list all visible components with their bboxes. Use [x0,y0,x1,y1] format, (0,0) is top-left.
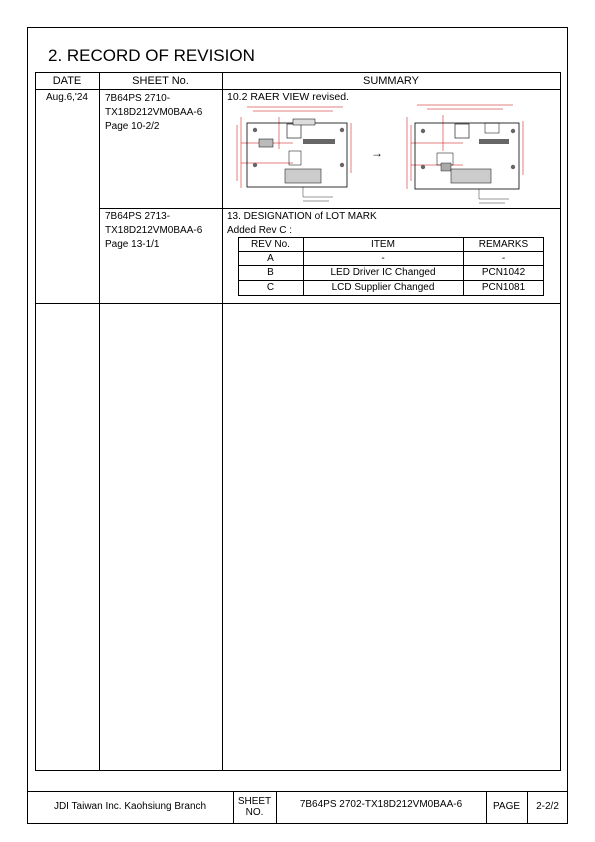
footer-page-no: 2-2/2 [536,801,559,812]
column-divider [222,72,223,770]
lot-table-row-line [238,280,544,281]
row2-summary-title: 13. DESIGNATION of LOT MARK [227,211,377,222]
lot-row-c-rev: C [266,282,275,293]
row2-sheet-line1: 7B64PS 2713- [105,211,171,222]
lot-header-rev: REV No. [251,239,290,250]
row2-sheet [105,210,202,252]
header-sheet-no: SHEET No. [132,75,189,87]
row1-sheet [105,92,202,134]
header-date: DATE [52,75,82,87]
footer-sheet-label-line1: SHEET [237,796,272,807]
row1-sheet-line3: Page 10-2/2 [105,121,160,132]
row2-sheet-line3: Page 13-1/1 [105,239,160,250]
row-divider [35,303,561,304]
footer-page-label: PAGE [492,801,521,812]
lot-table-row-line [238,251,544,252]
table-left-border [35,72,36,770]
lot-table-row-line [238,265,544,266]
row1-sheet-line2: TX18D212VM0BAA-6 [105,107,203,118]
row1-date: Aug.6,'24 [46,92,88,103]
rear-view-drawing-before [233,103,363,207]
table-bottom-border [35,770,561,771]
lot-row-b-rev: B [267,267,274,278]
page-title: 2. RECORD OF REVISION [48,46,255,65]
lot-row-c-remarks: PCN1081 [481,282,526,293]
row-divider [99,208,561,209]
column-divider [99,72,100,770]
revision-arrow: → [371,146,383,160]
row1-sheet-line1: 7B64PS 2710- [105,93,171,104]
row2-sheet-line2: TX18D212VM0BAA-6 [105,225,203,236]
footer-sheet-label [233,796,276,818]
lot-header-item: ITEM [371,239,395,250]
row1-summary-title: 10.2 RAER VIEW revised. [227,91,349,103]
footer-sheet-label-line2: NO. [245,807,264,818]
lot-row-b-item: LED Driver IC Changed [330,267,436,278]
lot-row-b-remarks: PCN1042 [481,267,526,278]
lot-row-a-rev: A [267,253,274,264]
lot-row-c-item: LCD Supplier Changed [331,282,435,293]
rear-view-drawing-after [403,101,531,207]
table-top-border [35,72,561,73]
lot-row-a-item: - [381,253,385,264]
header-summary: SUMMARY [362,75,420,87]
lot-row-a-remarks: - [501,253,506,264]
lot-header-remarks: REMARKS [478,239,529,250]
row2-summary-sub: Added Rev C : [227,225,293,236]
table-right-border [560,72,561,770]
footer-sheet-no: 7B64PS 2702-TX18D212VM0BAA-6 [299,799,463,810]
footer-company: JDI Taiwan Inc. Kaohsiung Branch [53,801,207,812]
